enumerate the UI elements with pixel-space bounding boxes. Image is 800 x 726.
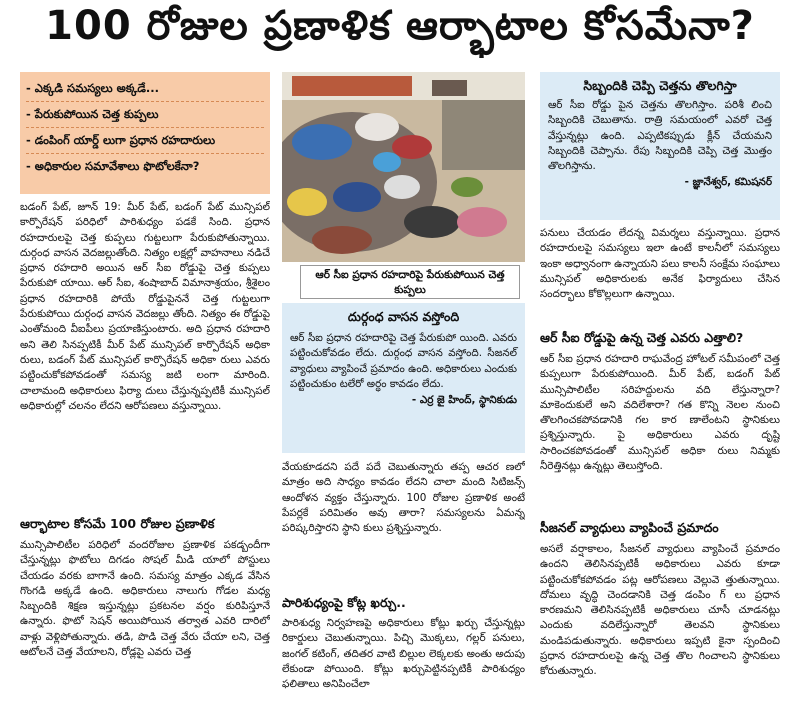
quote-author: - ఎర్ర జై హింద్, స్థానికుడు	[411, 394, 517, 407]
section-heading: ఆర్భాటాల కోసమే 100 రోజుల ప్రణాళిక	[20, 516, 215, 531]
highlight-item: - డంపింగ్ యార్డ్ లుగా ప్రధాన రహదారులు	[26, 128, 264, 154]
article-paragraph: పనులు చేయడం లేదన్న విమర్శలు వస్తున్నాయి. ప్రధాన రహదారులపై సమస్యలు ఇలా ఉంటే కాలనీలో సమస్యలు ఇంకా అధ్వానంగా ఉన్నాయని పలు కాలనీ సంక్షేమ సంఘాలు మున్సిపల్ అధికారులకు అనేక ఫిర్యాదులు చేసిన సందర్భాలు కోకొల్లలుగా ఉన్నాయి.	[540, 227, 780, 301]
section-heading: పారిశుధ్యంపై కోట్ల ఖర్చు..	[282, 595, 406, 610]
article-paragraph: ఆర్ సీఐ ప్రధాన రహదారి రాఘవేంద్ర హోటల్ సమీపంలో చెత్త కుప్పలుగా పేరుకుపోయింది. మీర్ పేట్, బడంగ్ పేట్ మున్సిపాలిటీల సరిహద్దులను వది లేస్తున్నారా? మాకెందుకులే అని వదిలేశారా? గత కొన్ని నెలల నుంచి తొలగించకపోవడానికి గల కార ణాలేంటని స్థానికులు ప్రశ్నిస్తున్నారు. పై అధికారులు ఎవరు దృష్టి సారించకపోవడంతో మున్సిపల్ అధికా రులు నిమ్మకు నీరెత్తినట్లు ఉన్నట్లు తెలుస్తోంది.	[540, 353, 780, 473]
highlight-item: - పేరుకుపోయిన చెత్త కుప్పలు	[26, 102, 264, 128]
quote-heading: దుర్గంధ వాసన వస్తోంది	[347, 309, 460, 324]
garbage-photo	[282, 72, 525, 262]
highlights-box	[20, 72, 270, 194]
page-headline: 100 రోజుల ప్రణాళిక ఆర్భాటాల కోసమేనా?	[45, 3, 755, 49]
section-heading: సీజనల్ వ్యాధులు వ్యాపించే ప్రమాదం	[540, 520, 719, 535]
highlight-item: - అధికారుల సమావేశాలు ఫొటోలకేనా?	[26, 159, 200, 173]
photo-caption: ఆర్ సీఐ ప్రధాన రహదారిపై పేరుకుపోయిన చెత్త కుప్పలు	[300, 265, 520, 299]
article-paragraph: మున్సిపాలిటీల పరిధిలో వందరోజుల ప్రణాళిక పకడ్బందీగా చేస్తున్నట్లు ఫొటోలు దిగడం సోషల్ మీడి యాలో పోస్టులు చేయడం వరకు బాగానే ఉంది. సమస్య మాత్రం ఎక్కడ వేసిన గొంగడి అక్కడే ఉంది. అధికారులు నాలుగు గోడల మధ్య సిబ్బందికి శిక్షణ ఇస్తున్నట్లు ప్రకటనల వర్షం కురిపిస్తూనే ఉన్నారు. ఫొటో సెషన్ అయిపోయిన తర్వాత ఎవరి దారిలో వాళ్లు వెళ్లిపోతున్నారు. తడి, పొడి చెత్త వేరు చేయా లని, చెత్త ఆటోలనే చెత్త వేయాలని, రోడ్లపై ఎవరు చెత్త	[20, 539, 270, 659]
article-paragraph: పారిశుధ్య నిర్వహణపై అధికారులు కోట్లు ఖర్చు చేస్తున్నట్లు రికార్డులు చెబుతున్నాయి. పిచ్చి మొక్కలు, గల్లర్ పనులు, జంగల్ కటింగ్, తదితర వాటి బిల్లుల లెక్కలకు అంతు అదుపు లేకుండా పోయింది. కోట్లు ఖర్చుపెట్టినప్పటికీ పారిశుధ్యం ఫలితాలు అనిపించేలా	[282, 617, 525, 691]
article-paragraph: బడంగ్ పేట్, జూన్ 19: మీర్ పేట్, బడంగ్ పేట్ మున్సిపల్ కార్పొరేషన్ పరిధిలో పారిశుధ్యం పడకే సింది. ప్రధాన రహదారులపై చెత్త కుప్పలు గుట్టలుగా పేరుకుపోతున్నాయి. దుర్గంధ వాసన వెదజల్లుతోంది. నిత్యం లక్షల్లో వాహనాలు నడిచే ప్రధాన రహదారి అయిన ఆర్ సీఐ రోడ్డుపై చెత్త కుప్పలు పేరుకుపో యాయి. ఆర్ సీఐ, శంషాబాద్ విమానాశ్రయం, శ్రీశైలం ప్రధాన రహదారికి పోయే రోడ్డుపైననే చెత్త గుట్టలుగా పేరుకుపోయి దుర్గంధ వాసన వెదజల్లు తోంది. నిత్యం ఈ రోడ్డుపై ఎంతోమంది వీఐపీలు ప్రయాణిస్తుంటారు. అది ప్రధాన రహదారి అని తెలి సినప్పటికీ మీర్ పేట్ మున్సిపల్ కార్పొరేషన్ అధికా రులు, బడంగ్ పేట్ మున్సిపల్ కార్పొరేషన్ అధికా రులు ఎవరు పట్టించుకోకపోవడంతో సమస్య జటి లంగా మారింది. చాలామంది అధికారులు ఫిర్యా దులు చేస్తున్నప్పటికీ మున్సిపల్ అధికారుల్లో చలనం లేదని ఆరోపణలు వస్తున్నాయి.	[20, 201, 270, 412]
article-paragraph: వేయకూడదని పదే పదే చెబుతున్నారు తప్ప ఆచర ణలో మాత్రం అది సాధ్యం కావడం లేదని చాలా మంది సిటిజన్స్ ఆందోళన వ్యక్తం చేస్తున్నారు. 100 రోజుల ప్రణాళిక అంటే పేపర్లకే పరిమితం అవు తారా? సమస్యలను ఏమన్న పరిష్కరిస్తారని స్థాని కులు ప్రశ్నిస్తున్నారు.	[282, 461, 525, 535]
section-heading: ఆర్ సీఐ రోడ్డుపై ఉన్న చెత్త ఎవరు ఎత్తాలి?	[540, 330, 744, 345]
quote-heading: సిబ్బందికి చెప్పి చెత్తను తొలగిస్తా	[583, 78, 737, 93]
quote-box	[282, 303, 525, 453]
quote-box	[540, 72, 780, 220]
article-paragraph: అసలే వర్షాకాలం, సీజనల్ వ్యాధులు వ్యాపించే ప్రమాదం ఉందని తెలిసినప్పటికీ అధికారులు ఎవరు కూడా పట్టించుకోకపోవడం పట్ల ఆరోపణలు వెల్లువె త్తుతున్నాయి. దోమలు వృద్ధి చెందడానికి చెత్త డంపిం గ్ లు ప్రధాన కారణమని తెలిసినప్పటికీ అధికారులు చూసీ చూడనట్లు ఎందుకు వదిలేస్తున్నారో తెలవని స్థానికులు మండిపడుతున్నారు. అధికారులు ఇప్పటి కైనా స్పందించి ప్రధాన రహదారులపై ఉన్న చెత్త తొల గించాలని స్థానికులు కోరుతున్నారు.	[540, 543, 780, 678]
quote-text: ఆర్ సీఐ ప్రధాన రహదారిపై చెత్త పేరుకుపో యింది. ఎవరు పట్టించుకోవడం లేదు. దుర్గంధ వాసన వస్తోంది. సీజనల్ వ్యాధులు వ్యాపించే ప్రమాదం ఉంది. అధికారులు ఎందుకు పట్టించుకుం టలేరో అర్థం కావడం లేదు.	[290, 332, 517, 390]
quote-text: ఆర్ సీఐ రోడ్డు పైన చెత్తను తొలగిస్తాం. పరిశీ లించి సిబ్బందికి చెబుతాను. రాత్రి సమయంలో ఎవరో చెత్త వేస్తున్నట్లు ఉంది. ఎప్పటికప్పుడు క్లీన్ చేయమని సిబ్బందికి చెప్పాను. రేపు సిబ్బందికి చెప్పి చెత్త మొత్తం తొలగిస్తాను.	[548, 99, 772, 173]
quote-author: - జ్ఞానేశ్వర్, కమిషనర్	[684, 176, 772, 189]
highlight-item: - ఎక్కడి సమస్యలు అక్కడే...	[26, 76, 264, 102]
